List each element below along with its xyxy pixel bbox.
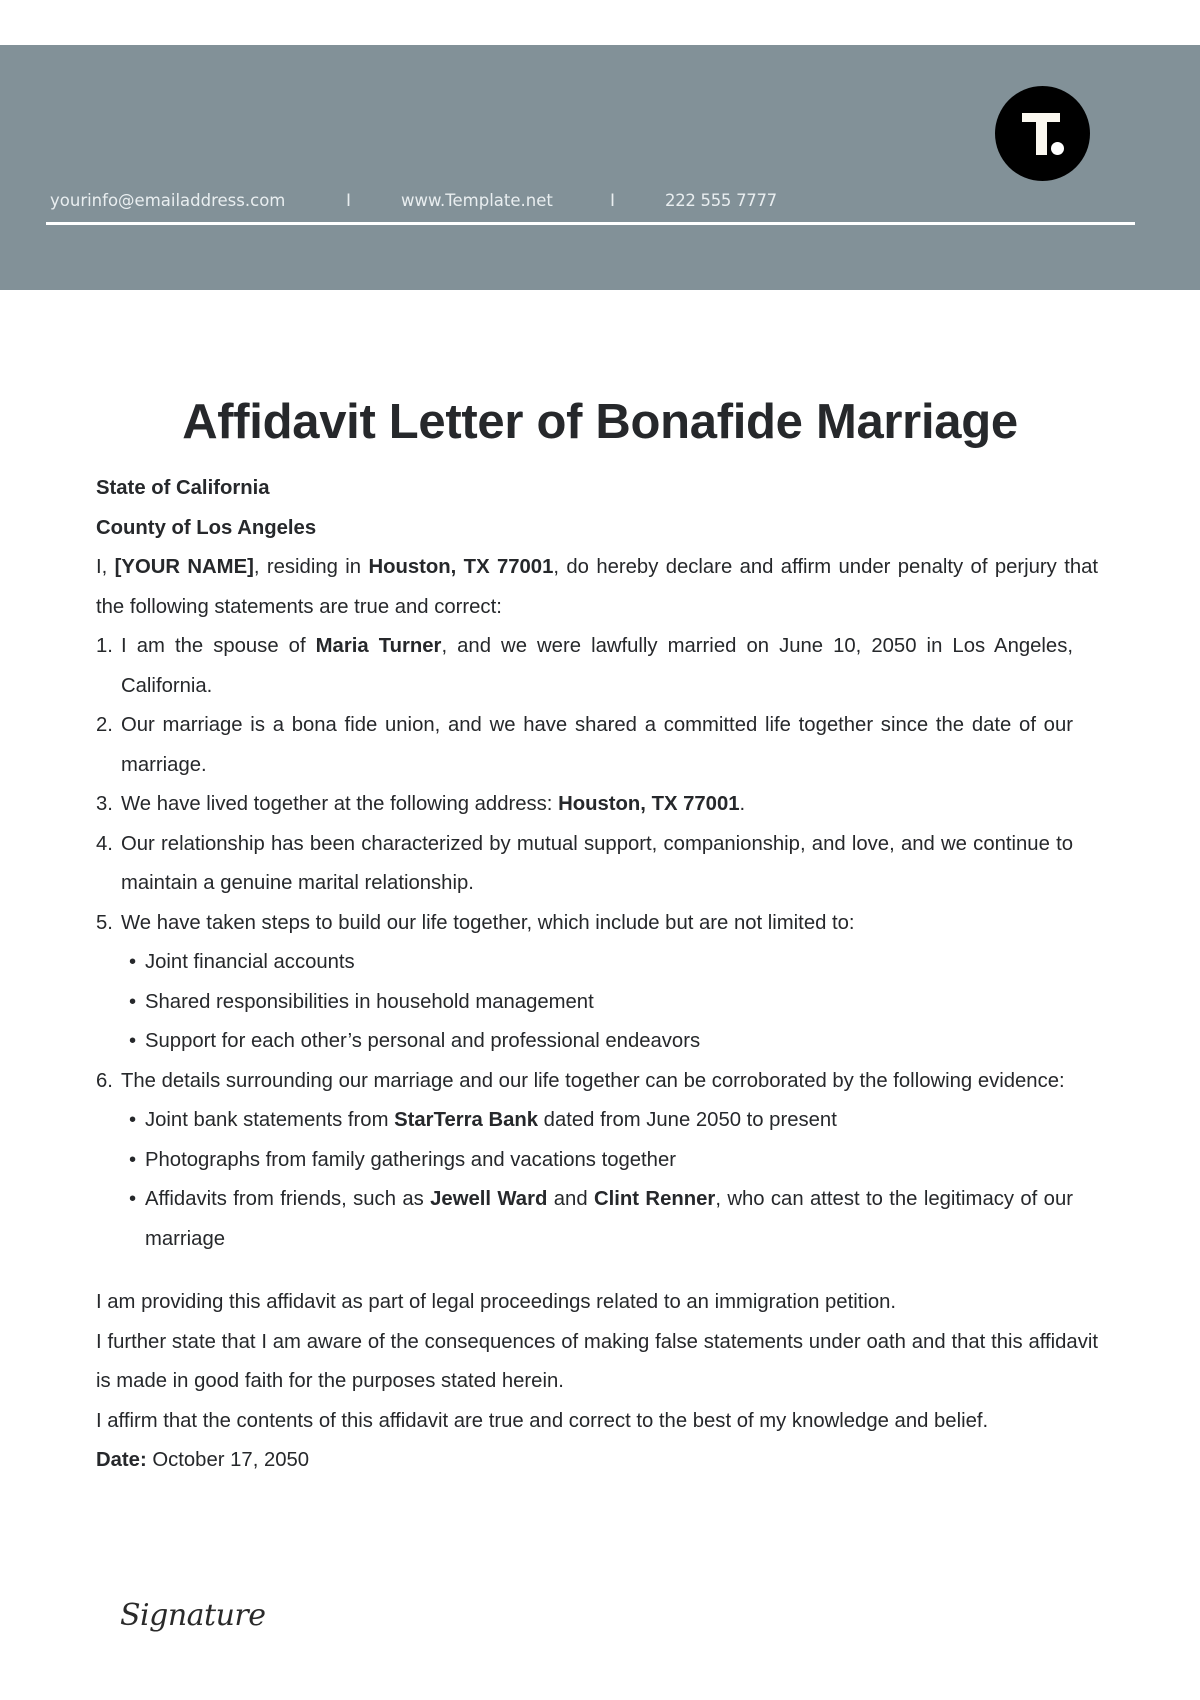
contact-separator: I xyxy=(610,191,616,211)
bullet-text: Joint bank statements from xyxy=(145,1109,395,1131)
item-number: 1. xyxy=(96,635,113,657)
intro-mid: , residing in xyxy=(253,556,369,578)
item-text: Our relationship has been characterized by mutual support, companionship, and love, and we continue to maintain a genuine marital relationship. xyxy=(121,832,1073,894)
item-number: 2. xyxy=(96,714,113,736)
bullet-text: , who can attest to the legitimacy of our marriage xyxy=(145,1188,1073,1250)
closing-paragraph: I affirm that the contents of this affidavit are true and correct to the best of my knowledge and belief. xyxy=(96,1409,989,1432)
bullet-icon: • xyxy=(129,1109,137,1131)
item-number: 3. xyxy=(96,793,113,815)
bullet-icon: • xyxy=(129,1188,137,1210)
bullet-text: Photographs from family gatherings and vacations together xyxy=(145,1148,676,1171)
statement-item xyxy=(96,825,1073,904)
bullet-item xyxy=(96,1022,1073,1062)
document-body xyxy=(96,469,1098,1481)
item-number: 5. xyxy=(96,911,113,934)
bank-name: StarTerra Bank xyxy=(394,1109,539,1131)
spouse-name: Maria Turner xyxy=(315,635,442,657)
contact-phone: 222 555 7777 xyxy=(665,191,777,210)
bullet-text: Support for each other’s personal and professional endeavors xyxy=(145,1030,701,1052)
steps-bullet-list xyxy=(121,943,1073,1062)
bullet-icon: • xyxy=(129,990,137,1013)
state-text: State of California xyxy=(96,477,270,499)
bullet-item xyxy=(96,1180,1073,1259)
friend-name: Jewell Ward xyxy=(430,1188,548,1210)
bullet-icon: • xyxy=(129,1148,137,1171)
statement-item xyxy=(96,706,1073,785)
logo-dot xyxy=(1051,142,1064,155)
bullet-text: Shared responsibilities in household management xyxy=(145,990,594,1013)
date-line xyxy=(96,1441,1098,1481)
intro-prefix: I, xyxy=(96,556,115,578)
intro-suffix: , do hereby declare and affirm under penalty of perjury that the following statements are true and correct: xyxy=(96,556,1099,618)
contact-separator: I xyxy=(346,191,352,211)
statement-item xyxy=(96,904,1073,1062)
closing-paragraph: I further state that I am aware of the consequences of making false statements under oath and that this affidavit is made in good faith for the purposes stated herein. xyxy=(96,1330,1098,1392)
item-text: We have lived together at the following address: xyxy=(121,793,559,815)
item-text: . xyxy=(739,793,746,815)
bullet-item xyxy=(96,943,1073,983)
county-line xyxy=(96,509,1098,549)
bullet-item xyxy=(96,1141,1073,1181)
contact-website: www.Template.net xyxy=(401,191,553,210)
logo-t-stem xyxy=(1036,113,1047,155)
evidence-bullet-list xyxy=(121,1101,1073,1259)
item-text: Our marriage is a bona fide union, and we have shared a committed life together since the date of our marriage. xyxy=(121,714,1073,776)
item-text: We have taken steps to build our life together, which include but are not limited to: xyxy=(121,911,855,934)
statement-item xyxy=(96,1062,1073,1260)
item-text: I am the spouse of xyxy=(121,635,316,657)
bullet-item xyxy=(96,1101,1073,1141)
affiant-name: [YOUR NAME] xyxy=(114,556,254,578)
statement-item xyxy=(96,627,1073,706)
affiant-residence: Houston, TX 77001 xyxy=(368,556,554,578)
signature: Signature xyxy=(120,1598,266,1633)
friend-name: Clint Renner xyxy=(593,1188,716,1210)
bullet-text: dated from June 2050 to present xyxy=(538,1109,837,1131)
item-text: , and we were lawfully married on June 10, 2050 in Los Angeles, California. xyxy=(121,635,1073,697)
date-label: Date: xyxy=(96,1449,147,1471)
bullet-icon: • xyxy=(129,951,137,973)
header-divider xyxy=(46,222,1135,225)
date-value: October 17, 2050 xyxy=(146,1449,310,1471)
bullet-text: and xyxy=(547,1188,594,1210)
item-number: 6. xyxy=(96,1069,113,1092)
statements-list xyxy=(96,627,1098,1259)
bullet-icon: • xyxy=(129,1030,137,1052)
closing-paragraph: I am providing this affidavit as part of legal proceedings related to an immigration petition. xyxy=(96,1291,897,1313)
shared-address: Houston, TX 77001 xyxy=(558,793,740,815)
document-title: Affidavit Letter of Bonafide Marriage xyxy=(182,395,1018,449)
item-number: 4. xyxy=(96,832,113,855)
contact-email: yourinfo@emailaddress.com xyxy=(50,191,286,210)
county-text: County of Los Angeles xyxy=(96,516,317,539)
bullet-item xyxy=(96,983,1073,1023)
bullet-text: Affidavits from friends, such as xyxy=(145,1188,431,1210)
intro-paragraph xyxy=(96,548,1098,627)
template-logo-icon xyxy=(995,86,1090,181)
bullet-text: Joint financial accounts xyxy=(145,951,355,973)
state-line xyxy=(96,469,1098,509)
statement-item xyxy=(96,785,1073,825)
item-text: The details surrounding our marriage and our life together can be corroborated by the following evidence: xyxy=(121,1069,1065,1092)
